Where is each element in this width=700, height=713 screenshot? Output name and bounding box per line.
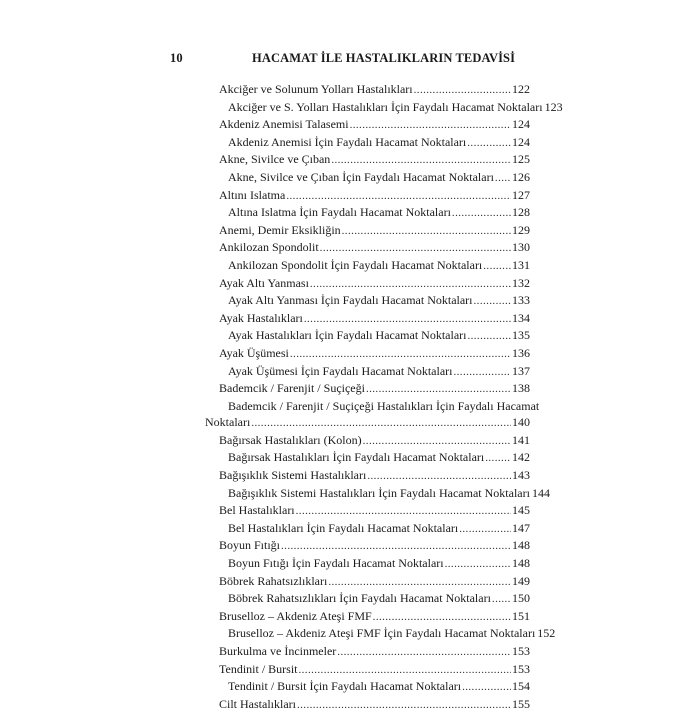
- toc-entry-title: Boyun Fıtığı İçin Faydalı Hacamat Noktaları: [228, 556, 444, 571]
- running-title: HACAMAT İLE HASTALIKLARIN TEDAVİSİ: [252, 51, 516, 65]
- toc-entry: [205, 187, 530, 205]
- dot-leader: [452, 205, 511, 222]
- toc-page-number: 149: [512, 573, 530, 588]
- toc-page-number: 124: [512, 134, 530, 149]
- toc-entry-title: Bağışıklık Sistemi Hastalıkları İçin Faydalı Hacamat Noktaları: [228, 485, 530, 500]
- toc-page-number: 153: [512, 644, 530, 658]
- toc-entry-title: Bel Hastalıkları: [219, 503, 295, 518]
- toc-entry: [205, 696, 530, 713]
- toc-entry: [205, 502, 530, 520]
- dot-leader: [290, 346, 511, 363]
- toc-entry-title: Akdeniz Anemisi Talasemi: [219, 117, 349, 132]
- toc-entry-title: Ayak Hastalıkları: [219, 310, 303, 325]
- dot-leader: [363, 433, 511, 450]
- dot-leader: [337, 644, 511, 661]
- toc-entry-title: Anemi, Demir Eksikliğin: [219, 222, 341, 237]
- toc-entry-title: Akciğer ve Solunum Yolları Hastalıkları: [219, 82, 413, 96]
- toc-page-number: 153: [512, 661, 530, 676]
- toc-entry: [205, 151, 530, 169]
- dot-leader: [281, 538, 511, 555]
- toc-entry-title: Böbrek Rahatsızlıkları İçin Faydalı Hacamat Noktaları: [228, 591, 491, 606]
- toc-page-number: 148: [512, 538, 530, 553]
- toc-entry: [205, 363, 530, 381]
- toc-page-number: 151: [512, 608, 530, 623]
- toc-entry-title: Bademcik / Farenjit / Suçiçeği Hastalıkları İçin Faydalı Hacamat: [228, 398, 540, 413]
- toc-entry-title: Ayak Altı Yanması: [219, 275, 309, 290]
- dot-leader: [414, 82, 511, 99]
- dot-leader: [459, 521, 511, 538]
- toc-page-number: 154: [512, 679, 530, 694]
- toc-page-number: 123: [544, 99, 563, 114]
- table-of-contents: [205, 81, 563, 713]
- toc-entry: [205, 99, 563, 117]
- toc-page-number: 122: [512, 82, 530, 96]
- toc-page-number: 127: [512, 187, 530, 202]
- toc-entry-title: Tendinit / Bursit İçin Faydalı Hacamat Noktaları: [228, 679, 462, 694]
- toc-entry: [205, 555, 530, 573]
- toc-page-number: 155: [512, 696, 530, 711]
- toc-entry: [205, 590, 530, 608]
- dot-leader: [373, 609, 511, 626]
- dot-leader: [304, 311, 511, 328]
- toc-page-number: 131: [512, 257, 530, 272]
- toc-page-number: 152: [537, 626, 556, 641]
- toc-page-number: 129: [512, 222, 530, 237]
- toc-entry-title: Ayak Altı Yanması İçin Faydalı Hacamat Noktaları: [228, 293, 473, 308]
- toc-entry-title: Bruselloz – Akdeniz Ateşi FMF İçin Faydalı Hacamat Noktaları: [228, 626, 536, 641]
- dot-leader: [342, 223, 511, 240]
- toc-entry-title: Ayak Hastalıkları İçin Faydalı Hacamat Noktaları: [228, 328, 467, 343]
- toc-entry: [205, 327, 530, 345]
- dot-leader: [454, 364, 512, 381]
- toc-entry-title: Akdeniz Anemisi İçin Faydalı Hacamat Noktaları: [228, 134, 467, 149]
- dot-leader: [320, 240, 511, 257]
- dot-leader: [366, 381, 511, 398]
- dot-leader: [474, 293, 511, 310]
- toc-page-number: 124: [512, 117, 530, 132]
- dot-leader: [350, 117, 511, 134]
- toc-page-number: 134: [512, 310, 530, 325]
- toc-entry-title: Akne, Sivilce ve Çıban: [219, 152, 331, 167]
- toc-entry: [205, 398, 540, 432]
- toc-entry-title: Ayak Üşümesi İçin Faydalı Hacamat Noktaları: [228, 363, 453, 378]
- toc-entry-title: Akciğer ve S. Yolları Hastalıkları İçin Faydalı Hacamat Noktaları: [228, 99, 543, 114]
- toc-entry-title: Boyun Fıtığı: [219, 538, 281, 553]
- toc-entry: [205, 204, 530, 222]
- toc-page-number: 130: [512, 240, 530, 255]
- toc-entry: [205, 116, 530, 134]
- toc-page-number: 126: [512, 169, 530, 184]
- toc-entry: [205, 625, 556, 643]
- toc-entry: [205, 573, 530, 591]
- toc-entry: [205, 81, 530, 99]
- dot-leader: [331, 152, 511, 169]
- toc-page-number: 133: [512, 293, 530, 308]
- toc-entry-title: Bel Hastalıkları İçin Faydalı Hacamat Noktaları: [228, 520, 459, 535]
- toc-page-number: 128: [512, 205, 530, 220]
- dot-leader: [483, 258, 511, 275]
- toc-page-number: 136: [512, 345, 530, 360]
- toc-entry: [205, 678, 530, 696]
- toc-entry: [205, 449, 530, 467]
- dot-leader: [310, 276, 511, 293]
- toc-entry: [205, 310, 530, 328]
- toc-entry-title: Bademcik / Farenjit / Suçiçeği: [219, 381, 365, 396]
- toc-entry: [205, 467, 530, 485]
- toc-entry-title: Bağırsak Hastalıkları (Kolon): [219, 432, 362, 447]
- dot-leader: [467, 328, 511, 345]
- toc-entry-title: Bruselloz – Akdeniz Ateşi FMF: [219, 608, 372, 623]
- toc-page-number: 150: [512, 591, 530, 606]
- dot-leader: [286, 188, 511, 205]
- dot-leader: [467, 135, 511, 152]
- toc-entry-title: Tendinit / Bursit: [219, 661, 298, 676]
- toc-entry: [205, 485, 550, 503]
- toc-entry: [205, 292, 530, 310]
- toc-entry-title: Ankilozan Spondolit: [219, 240, 319, 255]
- toc-page-number: 148: [512, 556, 530, 571]
- toc-entry: [205, 275, 530, 293]
- dot-leader: [296, 503, 511, 520]
- page-number: 10: [170, 51, 183, 65]
- toc-entry-title: Bağırsak Hastalıkları İçin Faydalı Hacamat Noktaları: [228, 450, 485, 465]
- toc-entry-title: Bağışıklık Sistemi Hastalıkları: [219, 468, 367, 483]
- toc-page-number: 141: [512, 432, 530, 447]
- toc-entry: [205, 537, 530, 555]
- toc-entry-title: Altını Islatma: [219, 187, 286, 202]
- toc-entry: [205, 345, 530, 363]
- toc-entry: [205, 169, 530, 187]
- toc-entry: [205, 257, 530, 275]
- toc-entry: [205, 520, 530, 538]
- toc-entry-title: Altına Islatma İçin Faydalı Hacamat Noktaları: [228, 205, 451, 220]
- toc-page-number: 147: [512, 520, 530, 535]
- toc-page-number: 132: [512, 275, 530, 290]
- toc-page-number: 137: [512, 363, 530, 378]
- running-header: [0, 51, 700, 69]
- dot-leader: [299, 662, 512, 679]
- dot-leader: [328, 574, 511, 591]
- toc-entry-title: Böbrek Rahatsızlıkları: [219, 573, 328, 588]
- toc-entry: [205, 380, 530, 398]
- toc-entry: [205, 239, 530, 257]
- dot-leader: [445, 556, 511, 573]
- toc-entry-title: Ankilozan Spondolit İçin Faydalı Hacamat Noktaları: [228, 257, 483, 272]
- toc-page-number: 125: [512, 152, 530, 167]
- toc-entry: [205, 608, 530, 626]
- dot-leader: [462, 679, 511, 696]
- toc-page-number: 145: [512, 503, 530, 518]
- dot-leader: [367, 468, 511, 485]
- toc-page-number: 143: [512, 468, 530, 483]
- dot-leader: [492, 591, 511, 608]
- toc-entry: [205, 134, 530, 152]
- dot-leader: [495, 170, 511, 187]
- toc-page-number: 140: [512, 415, 530, 430]
- toc-entry-title-continued: Noktaları: [205, 415, 251, 430]
- toc-entry-title: Akne, Sivilce ve Çıban İçin Faydalı Hacamat Noktaları: [228, 169, 494, 184]
- dot-leader: [485, 450, 511, 467]
- dot-leader: [251, 415, 511, 432]
- toc-page-number: 135: [512, 328, 530, 343]
- toc-entry: [205, 432, 530, 450]
- toc-page-number: 142: [512, 450, 530, 465]
- toc-entry: [205, 222, 530, 240]
- toc-entry-title: Burkulma ve İncinmeler: [219, 644, 337, 658]
- toc-entry-title: Cilt Hastalıkları: [219, 696, 296, 711]
- toc-entry: [205, 643, 530, 661]
- toc-page-number: 144: [531, 485, 550, 500]
- toc-entry-title: Ayak Üşümesi: [219, 345, 289, 360]
- toc-entry: [205, 661, 530, 679]
- toc-page-number: 138: [512, 381, 530, 396]
- dot-leader: [297, 697, 511, 713]
